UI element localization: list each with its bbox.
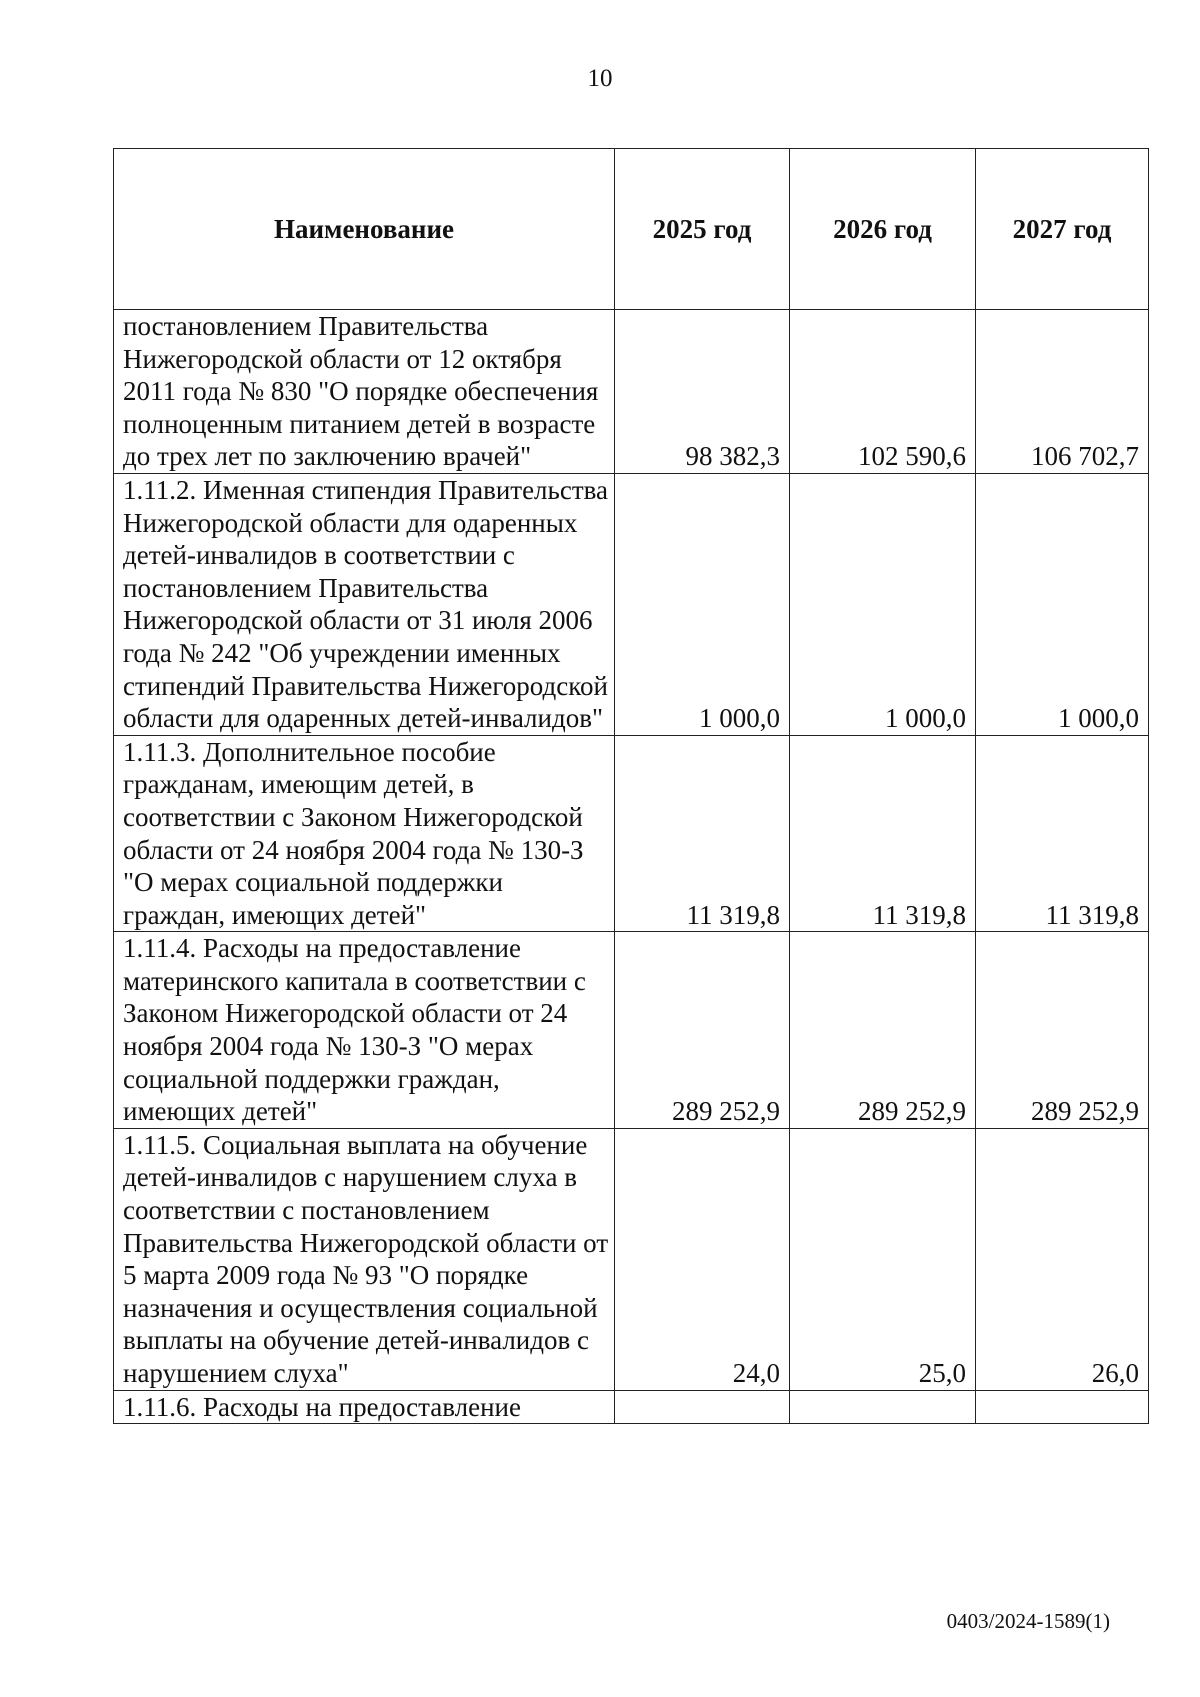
row-value-2026: 11 319,8	[790, 735, 976, 932]
row-value-2025: 289 252,9	[615, 932, 790, 1129]
table-row	[114, 1128, 1149, 1390]
row-name: постановлением Правительства Нижегородской области от 12 октября 2011 года № 830 "О порядке обеспечения полноценным питанием детей в возрасте до трех лет по заключению врачей"	[114, 310, 615, 474]
row-value-2027: 11 319,8	[976, 735, 1149, 932]
table-header-row	[114, 149, 1149, 310]
header-2025: 2025 год	[615, 149, 790, 310]
row-value-2026	[790, 1390, 976, 1424]
row-name: 1.11.3. Дополнительное пособие гражданам, имеющим детей, в соответствии с Законом Нижегородской области от 24 ноября 2004 года № 130-З "О мерах социальной поддержки граждан, имеющих детей"	[114, 735, 615, 932]
row-value-2025: 11 319,8	[615, 735, 790, 932]
row-name: 1.11.2. Именная стипендия Правительства Нижегородской области для одаренных детей-инвалидов в соответствии с постановлением Правительства Нижегородской области от 31 июля 2006 года № 242 "Об учреждении именных стипендий Правительства Нижегородской области для одаренных детей-инвалидов"	[114, 473, 615, 735]
table-row	[114, 735, 1149, 932]
row-name: 1.11.6. Расходы на предоставление	[114, 1390, 615, 1424]
row-value-2027: 1 000,0	[976, 473, 1149, 735]
page-number: 10	[587, 65, 613, 92]
header-2027: 2027 год	[976, 149, 1149, 310]
row-value-2027: 106 702,7	[976, 310, 1149, 474]
row-value-2026: 25,0	[790, 1128, 976, 1390]
row-value-2026: 1 000,0	[790, 473, 976, 735]
row-value-2027: 26,0	[976, 1128, 1149, 1390]
table-row	[114, 473, 1149, 735]
header-2026: 2026 год	[790, 149, 976, 310]
row-name: 1.11.5. Социальная выплата на обучение детей-инвалидов с нарушением слуха в соответствии с постановлением Правительства Нижегородской области от 5 марта 2009 года № 93 "О порядке назначения и осуществления социальной выплаты на обучение детей-инвалидов с нарушением слуха"	[114, 1128, 615, 1390]
table-row	[114, 932, 1149, 1129]
row-value-2027: 289 252,9	[976, 932, 1149, 1129]
row-value-2025	[615, 1390, 790, 1424]
row-value-2026: 289 252,9	[790, 932, 976, 1129]
header-name: Наименование	[114, 149, 615, 310]
row-value-2026: 102 590,6	[790, 310, 976, 474]
table-row	[114, 1390, 1149, 1424]
row-value-2025: 98 382,3	[615, 310, 790, 474]
document-code: 0403/2024-1589(1)	[946, 1609, 1110, 1633]
table-row	[114, 310, 1149, 474]
budget-table	[113, 148, 1149, 1424]
row-value-2027	[976, 1390, 1149, 1424]
row-value-2025: 24,0	[615, 1128, 790, 1390]
row-value-2025: 1 000,0	[615, 473, 790, 735]
row-name: 1.11.4. Расходы на предоставление материнского капитала в соответствии с Законом Нижегородской области от 24 ноября 2004 года № 130-З "О мерах социальной поддержки граждан, имеющих детей"	[114, 932, 615, 1129]
